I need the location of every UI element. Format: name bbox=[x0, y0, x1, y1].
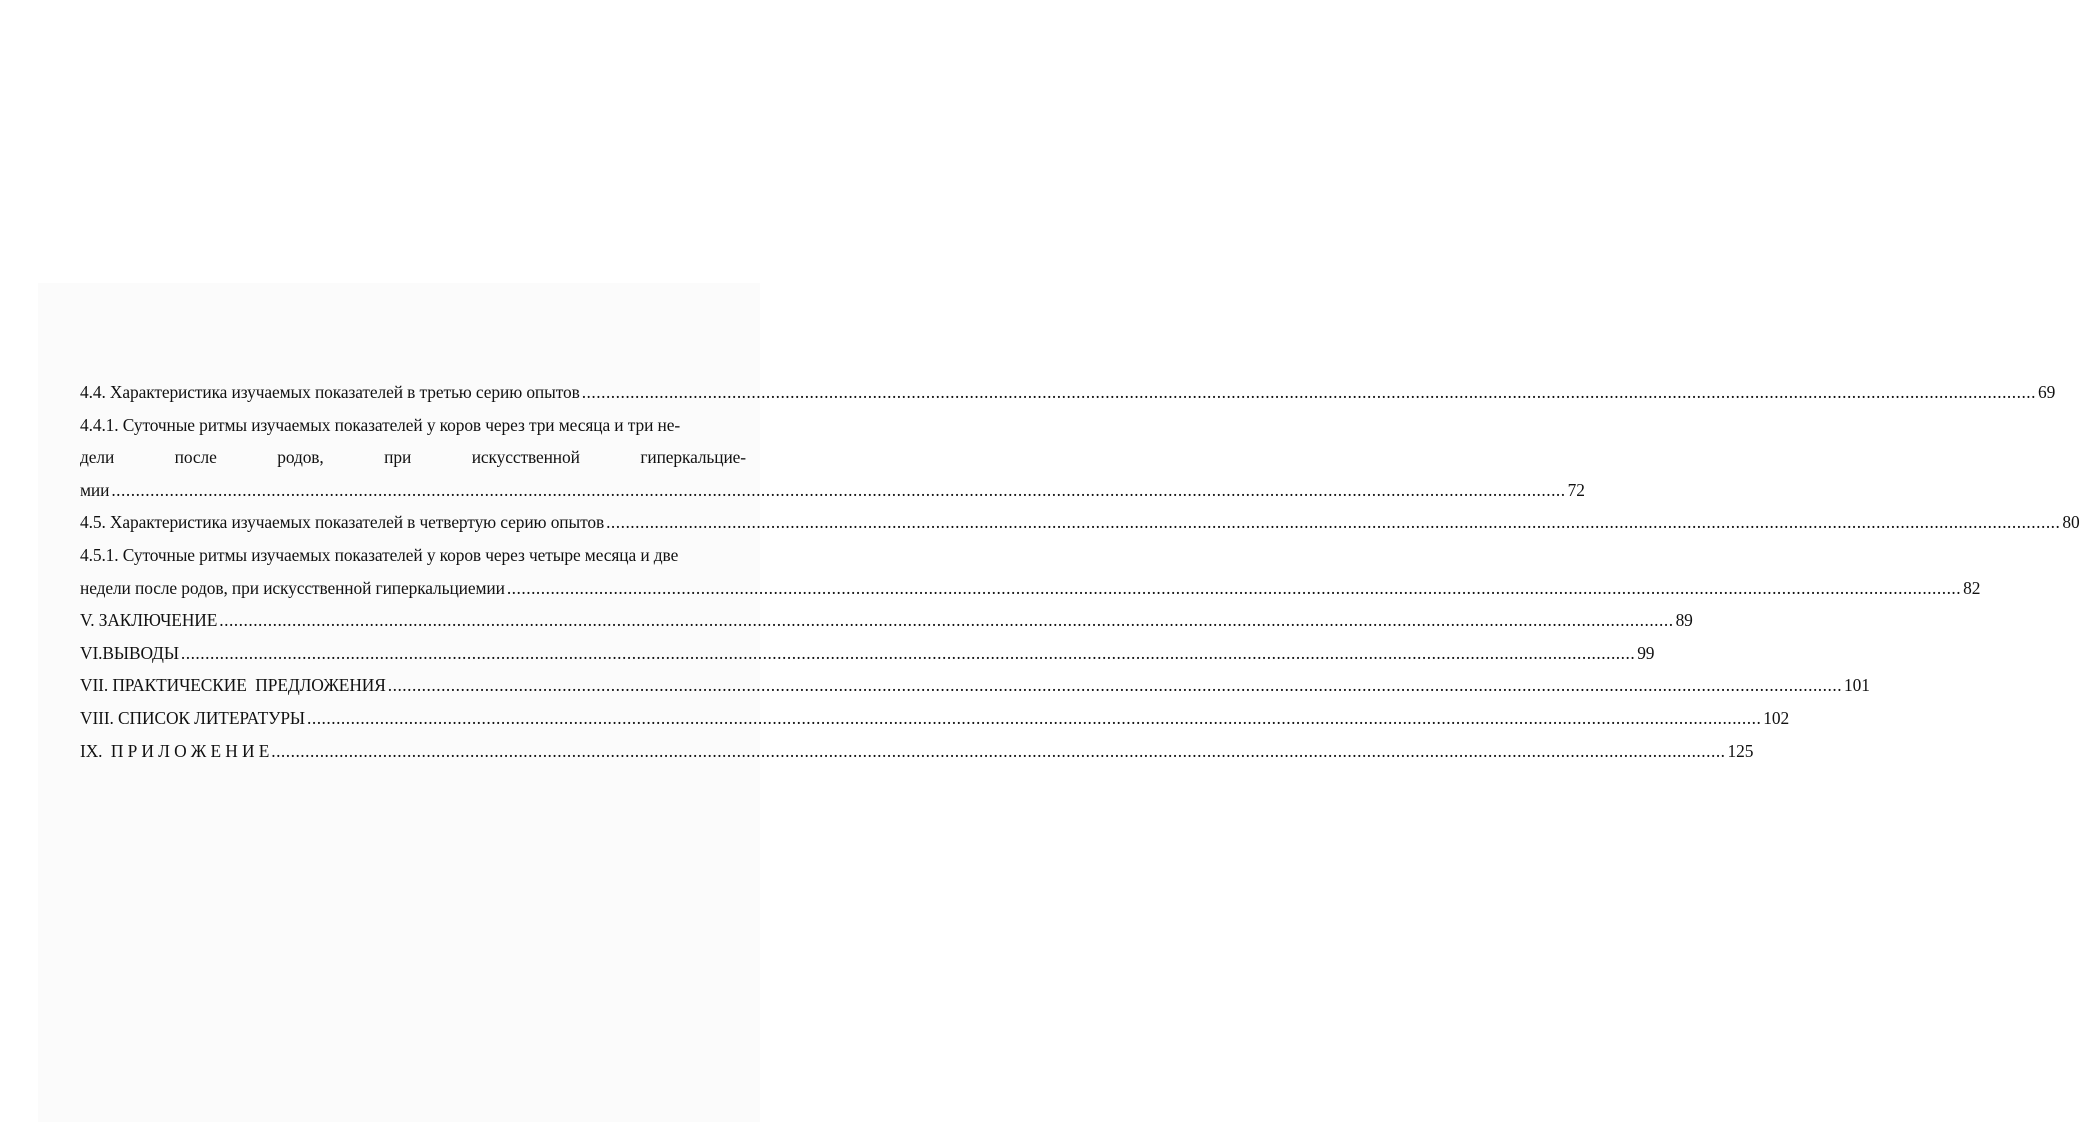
toc-entry-label: недели после родов, при искусственной гиперкальциемии bbox=[80, 577, 505, 598]
toc-word: гиперкальцие- bbox=[640, 447, 746, 468]
dot-leader: ............................................................................................................................................................................................................................................................................................................ bbox=[111, 479, 1566, 500]
toc-entry-4-5[interactable] bbox=[80, 506, 2080, 539]
toc-entry-page: 125 bbox=[1727, 740, 1754, 761]
toc-word: при bbox=[384, 447, 412, 468]
toc-entry-findings[interactable] bbox=[80, 637, 1655, 670]
toc-entry-proposals[interactable] bbox=[80, 669, 1870, 702]
dot-leader: ............................................................................................................................................................................................................................................................................................................ bbox=[606, 512, 2061, 533]
toc-entry-appendix[interactable] bbox=[80, 735, 1754, 768]
toc-word: искусственной bbox=[471, 447, 580, 468]
toc-entry-4-4[interactable] bbox=[80, 376, 2056, 409]
toc-entry-label: 4.4. Характеристика изучаемых показателей в третью серию опытов bbox=[80, 382, 580, 402]
dot-leader: ............................................................................................................................................................................................................................................................................................................ bbox=[581, 382, 2036, 402]
toc-word: дели bbox=[80, 447, 115, 468]
dot-leader: ............................................................................................................................................................................................................................................................................................................ bbox=[219, 610, 1674, 631]
toc-entry-page: 89 bbox=[1675, 610, 1693, 631]
toc-entry-label: V. ЗАКЛЮЧЕНИЕ bbox=[80, 610, 218, 631]
toc-entry-label: 4.5.1. Суточные ритмы изучаемых показателей у коров через четыре месяца и две bbox=[80, 544, 679, 565]
toc-entry-page: 80 bbox=[2062, 512, 2080, 533]
toc-entry-label: IX. П Р И Л О Ж Е Н И Е bbox=[80, 740, 270, 761]
toc-entry-4-5-1-line1[interactable] bbox=[80, 539, 746, 572]
toc-entry-label: мии bbox=[80, 479, 110, 500]
toc-entry-page: 102 bbox=[1763, 707, 1790, 728]
toc-entry-label: 4.4.1. Суточные ритмы изучаемых показателей у коров через три месяца и три не- bbox=[80, 414, 681, 435]
toc-entry-4-4-1-line3[interactable] bbox=[80, 474, 1585, 507]
toc-entry-page: 101 bbox=[1844, 675, 1870, 696]
toc-entry-4-4-1-line1[interactable] bbox=[80, 409, 746, 442]
toc-entry-conclusion[interactable] bbox=[80, 604, 1693, 637]
dot-leader: ............................................................................................................................................................................................................................................................................................................ bbox=[307, 707, 1762, 728]
toc-entry-literature[interactable] bbox=[80, 702, 1790, 735]
toc-word: после bbox=[174, 447, 217, 468]
toc-entry-page: 72 bbox=[1567, 479, 1585, 500]
dot-leader: ............................................................................................................................................................................................................................................................................................................ bbox=[180, 642, 1636, 663]
table-of-contents bbox=[80, 376, 2080, 767]
toc-entry-page: 99 bbox=[1637, 642, 1655, 663]
toc-entry-label: 4.5. Характеристика изучаемых показателей в четвертую серию опытов bbox=[80, 512, 605, 533]
toc-entry-4-4-1-line2 bbox=[80, 441, 746, 474]
toc-entry-page: 82 bbox=[1963, 577, 1981, 598]
toc-entry-label: VI.ВЫВОДЫ bbox=[80, 642, 179, 663]
toc-entry-4-5-1-line2[interactable] bbox=[80, 572, 1981, 605]
toc-entry-label: VII. ПРАКТИЧЕСКИЕ ПРЕДЛОЖЕНИЯ bbox=[80, 675, 386, 696]
toc-word: родов, bbox=[277, 447, 324, 468]
dot-leader: ............................................................................................................................................................................................................................................................................................................ bbox=[387, 675, 1843, 696]
dot-leader: ............................................................................................................................................................................................................................................................................................................ bbox=[506, 577, 1962, 598]
toc-entry-page: 69 bbox=[2038, 382, 2056, 402]
toc-entry-label: VIII. СПИСОК ЛИТЕРАТУРЫ bbox=[80, 707, 305, 728]
dot-leader: ............................................................................................................................................................................................................................................................................................................ bbox=[271, 740, 1726, 761]
